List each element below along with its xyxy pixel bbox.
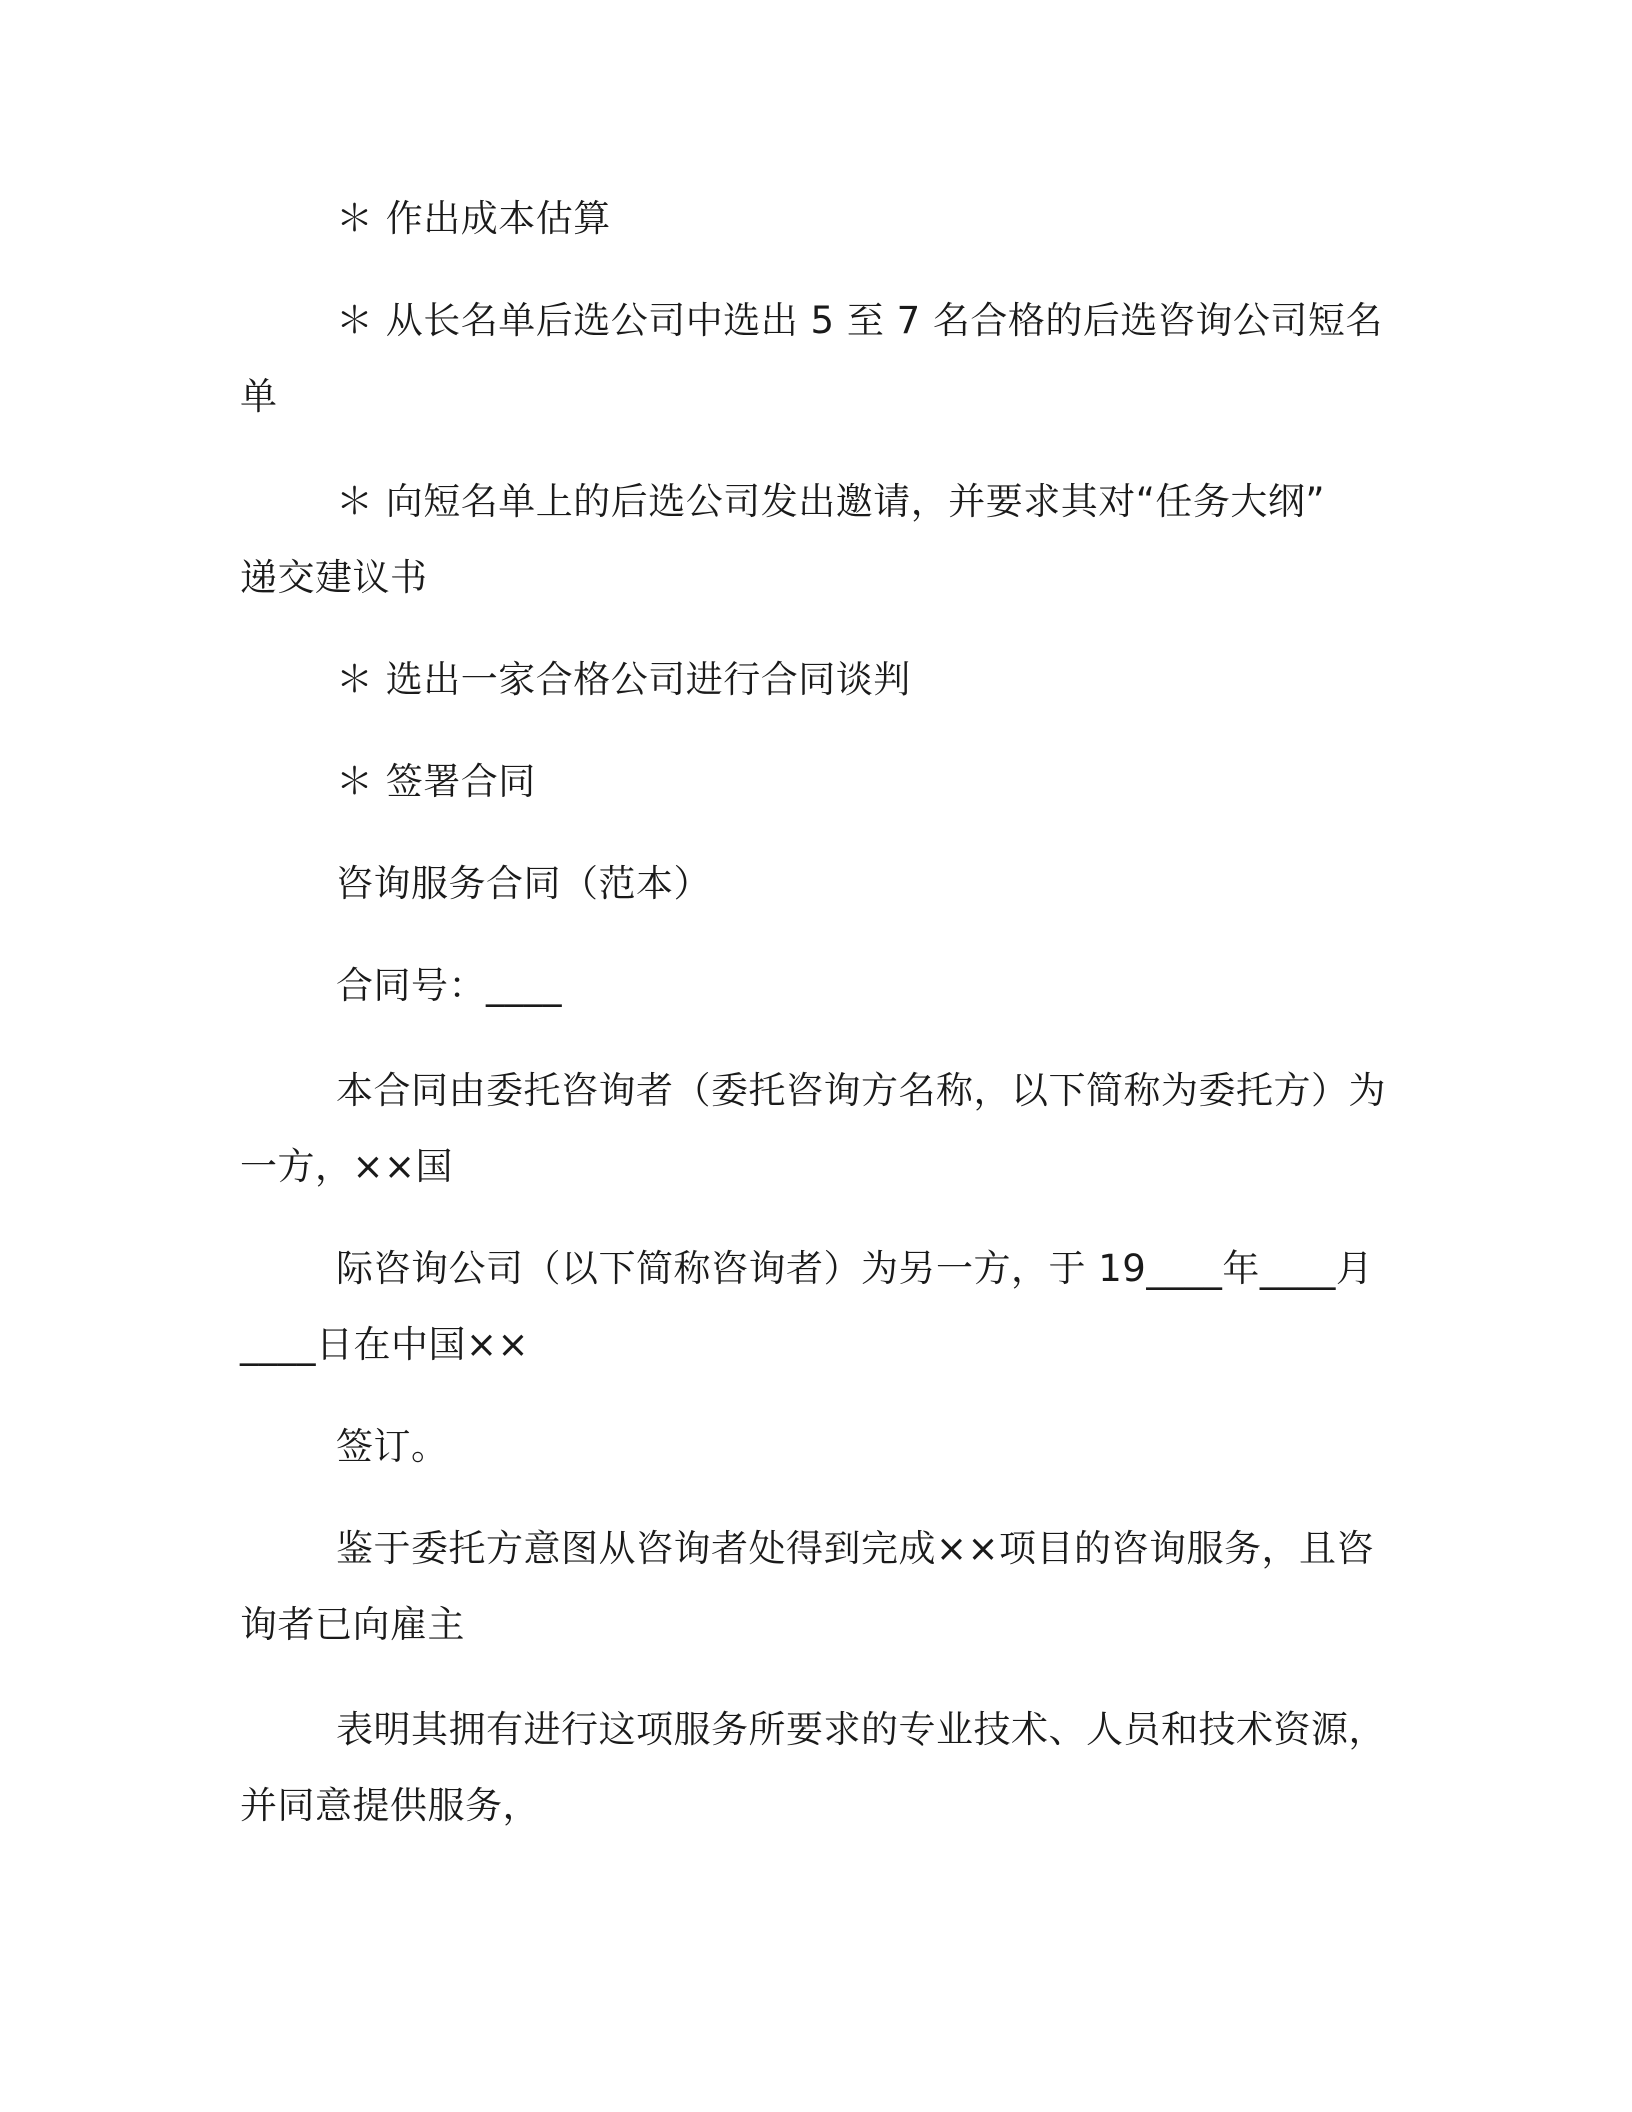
bullet-cost-estimate: ＊ 作出成本估算: [336, 197, 611, 240]
paragraph-parties-line2: 一方，××国: [240, 1145, 454, 1188]
bullet-shortlist-line1: ＊ 从长名单后选公司中选出 5 至 7 名合格的后选咨询公司短名: [336, 299, 1383, 342]
bullet-shortlist-line2: 单: [240, 375, 278, 418]
paragraph-consultant-line2: ____日在中国××: [240, 1323, 530, 1366]
contract-title: 咨询服务合同（范本）: [336, 862, 711, 905]
bullet-invitation-line2: 递交建议书: [240, 556, 428, 599]
paragraph-capability-line2: 并同意提供服务，: [240, 1784, 540, 1827]
contract-number: 合同号：____: [336, 964, 562, 1007]
bullet-invitation-line1: ＊ 向短名单上的后选公司发出邀请，并要求其对“任务大纲”: [336, 480, 1326, 523]
bullet-sign-contract: ＊ 签署合同: [336, 760, 536, 803]
paragraph-signed: 签订。: [336, 1425, 449, 1468]
paragraph-parties-line1: 本合同由委托咨询者（委托咨询方名称，以下简称为委托方）为: [336, 1069, 1386, 1112]
paragraph-whereas-line1: 鉴于委托方意图从咨询者处得到完成××项目的咨询服务，且咨: [336, 1527, 1375, 1570]
paragraph-capability-line1: 表明其拥有进行这项服务所要求的专业技术、人员和技术资源，: [336, 1708, 1386, 1751]
bullet-negotiation: ＊ 选出一家合格公司进行合同谈判: [336, 658, 911, 701]
paragraph-whereas-line2: 询者已向雇主: [240, 1603, 465, 1646]
paragraph-consultant-line1: 际咨询公司（以下简称咨询者）为另一方，于 19____年____月: [336, 1247, 1374, 1290]
